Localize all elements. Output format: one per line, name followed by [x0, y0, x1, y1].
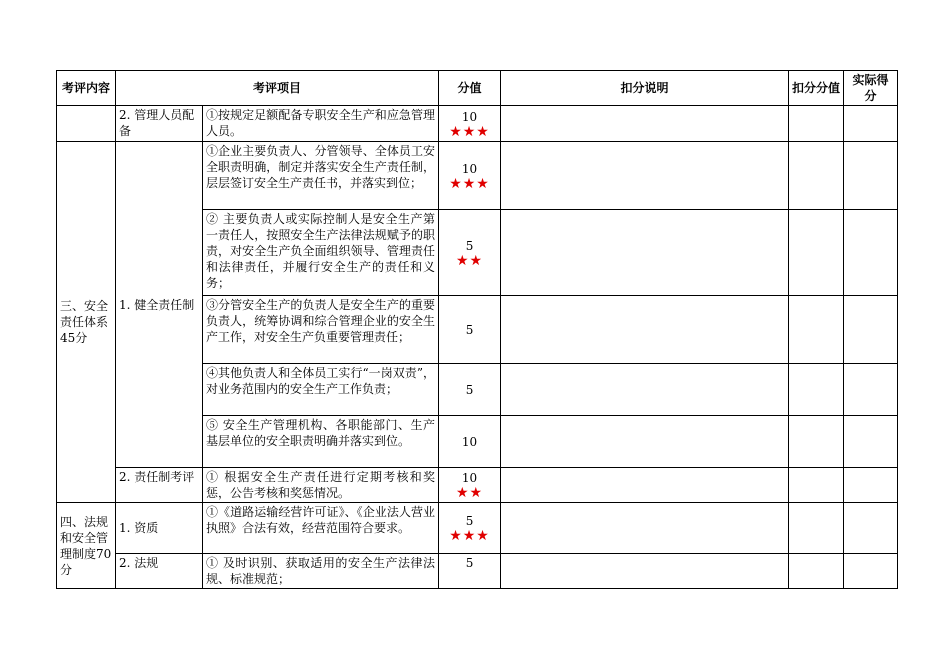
deduction-note-cell[interactable] [501, 142, 789, 210]
actual-score-cell[interactable] [844, 554, 898, 589]
table-row [57, 554, 898, 589]
deduction-cell[interactable] [789, 503, 844, 554]
row-score [439, 364, 501, 416]
row-content: ① 根据安全生产责任进行定期考核和奖惩，公告考核和奖惩情况。 [203, 468, 439, 503]
actual-score-cell[interactable] [844, 468, 898, 503]
score-value: 10 [461, 109, 478, 124]
header-deduction-note: 扣分说明 [501, 71, 789, 106]
deduction-note-cell[interactable] [501, 503, 789, 554]
row-score [439, 554, 501, 589]
actual-score-cell[interactable] [844, 416, 898, 468]
item-qualification: 1. 资质 [116, 503, 203, 554]
deduction-note-cell[interactable] [501, 554, 789, 589]
item-staff: 2. 管理人员配备 [116, 106, 203, 142]
header-score: 分值 [439, 71, 501, 106]
deduction-cell[interactable] [789, 296, 844, 364]
deduction-cell[interactable] [789, 554, 844, 589]
deduction-note-cell[interactable] [501, 210, 789, 296]
category-law: 四、法规和安全管理制度70分 [57, 503, 116, 589]
row-content: ⑤ 安全生产管理机构、各职能部门、生产基层单位的安全职责明确并落实到位。 [203, 416, 439, 468]
row-content: ①企业主要负责人、分管领导、全体员工安全职责明确，制定并落实安全生产责任制，层层签订安全生产责任书，并落实到位； [203, 142, 439, 210]
category-safety: 三、安全责任体系45分 [57, 142, 116, 503]
score-value: 5 [465, 514, 474, 528]
score-value: 5 [465, 238, 474, 253]
row-content: ①按规定足额配备专职安全生产和应急管理人员。 [203, 106, 439, 142]
star-rating: ★★★ [449, 175, 490, 192]
deduction-note-cell[interactable] [501, 468, 789, 503]
deduction-note-cell[interactable] [501, 106, 789, 142]
score-value: 5 [465, 322, 474, 337]
assessment-table [56, 70, 898, 589]
actual-score-cell[interactable] [844, 106, 898, 142]
deduction-note-cell[interactable] [501, 296, 789, 364]
table-row [57, 503, 898, 554]
row-content: ① 及时识别、获取适用的安全生产法律法规、标准规范； [203, 554, 439, 589]
table-row [57, 106, 898, 142]
actual-score-cell[interactable] [844, 503, 898, 554]
deduction-cell[interactable] [789, 210, 844, 296]
table-row [57, 142, 898, 210]
header-deduction: 扣分分值 [789, 71, 844, 106]
score-value: 10 [461, 434, 478, 449]
deduction-cell[interactable] [789, 416, 844, 468]
row-score [439, 468, 501, 503]
row-score [439, 503, 501, 554]
row-content: ② 主要负责人或实际控制人是安全生产第一责任人，按照安全生产法律法规赋予的职责，对安全生产负全面组织领导、管理责任和法律责任，并履行安全生产的责任和义务； [203, 210, 439, 296]
deduction-cell[interactable] [789, 106, 844, 142]
row-score [439, 210, 501, 296]
header-content: 考评内容 [57, 71, 116, 106]
score-value: 10 [461, 161, 478, 176]
item-responsibility: 1. 健全责任制 [116, 142, 203, 468]
star-rating: ★★ [455, 485, 484, 501]
item-regulation: 2. 法规 [116, 554, 203, 589]
table-row [57, 468, 898, 503]
actual-score-cell[interactable] [844, 296, 898, 364]
deduction-note-cell[interactable] [501, 364, 789, 416]
deduction-cell[interactable] [789, 142, 844, 210]
row-score [439, 106, 501, 142]
actual-score-cell[interactable] [844, 210, 898, 296]
deduction-cell[interactable] [789, 364, 844, 416]
item-evaluation: 2. 责任制考评 [116, 468, 203, 503]
header-items: 考评项目 [116, 71, 439, 106]
header-actual: 实际得分 [844, 71, 898, 106]
score-value: 10 [461, 471, 478, 485]
star-rating: ★★ [455, 252, 484, 269]
star-rating: ★★★ [449, 123, 490, 140]
row-content: ④其他负责人和全体员工实行“一岗双责”，对业务范围内的安全生产工作负责； [203, 364, 439, 416]
score-value: 5 [465, 382, 474, 397]
header-row [57, 71, 898, 106]
category-cell-empty [57, 106, 116, 142]
row-score [439, 142, 501, 210]
actual-score-cell[interactable] [844, 364, 898, 416]
row-content: ③分管安全生产的负责人是安全生产的重要负责人，统筹协调和综合管理企业的安全生产工作，对安全生产负重要管理责任； [203, 296, 439, 364]
deduction-cell[interactable] [789, 468, 844, 503]
star-rating: ★★★ [449, 528, 490, 544]
row-score [439, 416, 501, 468]
row-content: ①《道路运输经营许可证》、《企业法人营业执照》合法有效，经营范围符合要求。 [203, 503, 439, 554]
deduction-note-cell[interactable] [501, 416, 789, 468]
actual-score-cell[interactable] [844, 142, 898, 210]
score-value: 5 [465, 556, 474, 570]
row-score [439, 296, 501, 364]
